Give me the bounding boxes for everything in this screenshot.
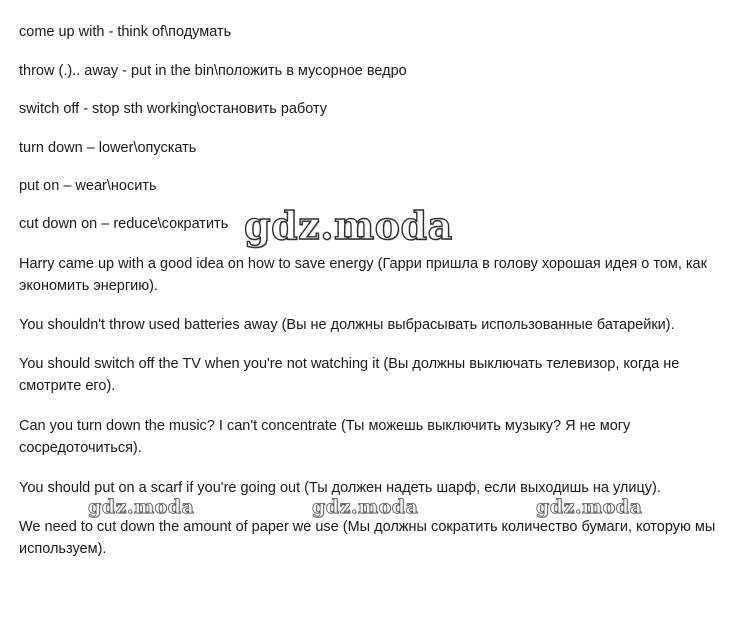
vocab-item-put-on: put on – wear\носить: [19, 178, 157, 194]
watermark-large: gdz.moda: [244, 203, 453, 248]
watermark-small-right: gdz.moda: [536, 496, 643, 518]
vocab-item-cut-down-on: cut down on – reduce\сократить: [19, 216, 229, 232]
vocab-item-switch-off: switch off - stop sth working\остановить работу: [19, 101, 328, 117]
sentence-turn-down: Can you turn down the music? I can't concentrate (Ты можешь выключить музыку? Я не могу сосредоточиться).: [19, 418, 631, 456]
sentence-switch-off: You should switch off the TV when you're not watching it (Вы должны выключать телевизор, когда не смотрите его).: [19, 356, 680, 394]
watermark-small-center: gdz.moda: [312, 496, 419, 518]
sentence-throw-away: You shouldn't throw used batteries away (Вы не должны выбрасывать использованные батарейки).: [19, 317, 675, 333]
sentence-put-on: You should put on a scarf if you're going out (Ты должен надеть шарф, если выходишь на улицу).: [19, 480, 661, 496]
watermark-small-left: gdz.moda: [88, 496, 195, 518]
vocab-item-turn-down: turn down – lower\опускать: [19, 140, 197, 156]
vocab-item-come-up-with: come up with - think of\подумать: [19, 24, 232, 40]
sentence-come-up-with: Harry came up with a good idea on how to save energy (Гарри пришла в голову хорошая идея о том, как экономить энергию).: [19, 256, 707, 294]
sentence-cut-down: We need to cut down the amount of paper we use (Мы должны сократить количество бумаги, которую мы используем).: [19, 519, 716, 557]
vocab-item-throw-away: throw (.).. away - put in the bin\положить в мусорное ведро: [19, 63, 407, 79]
